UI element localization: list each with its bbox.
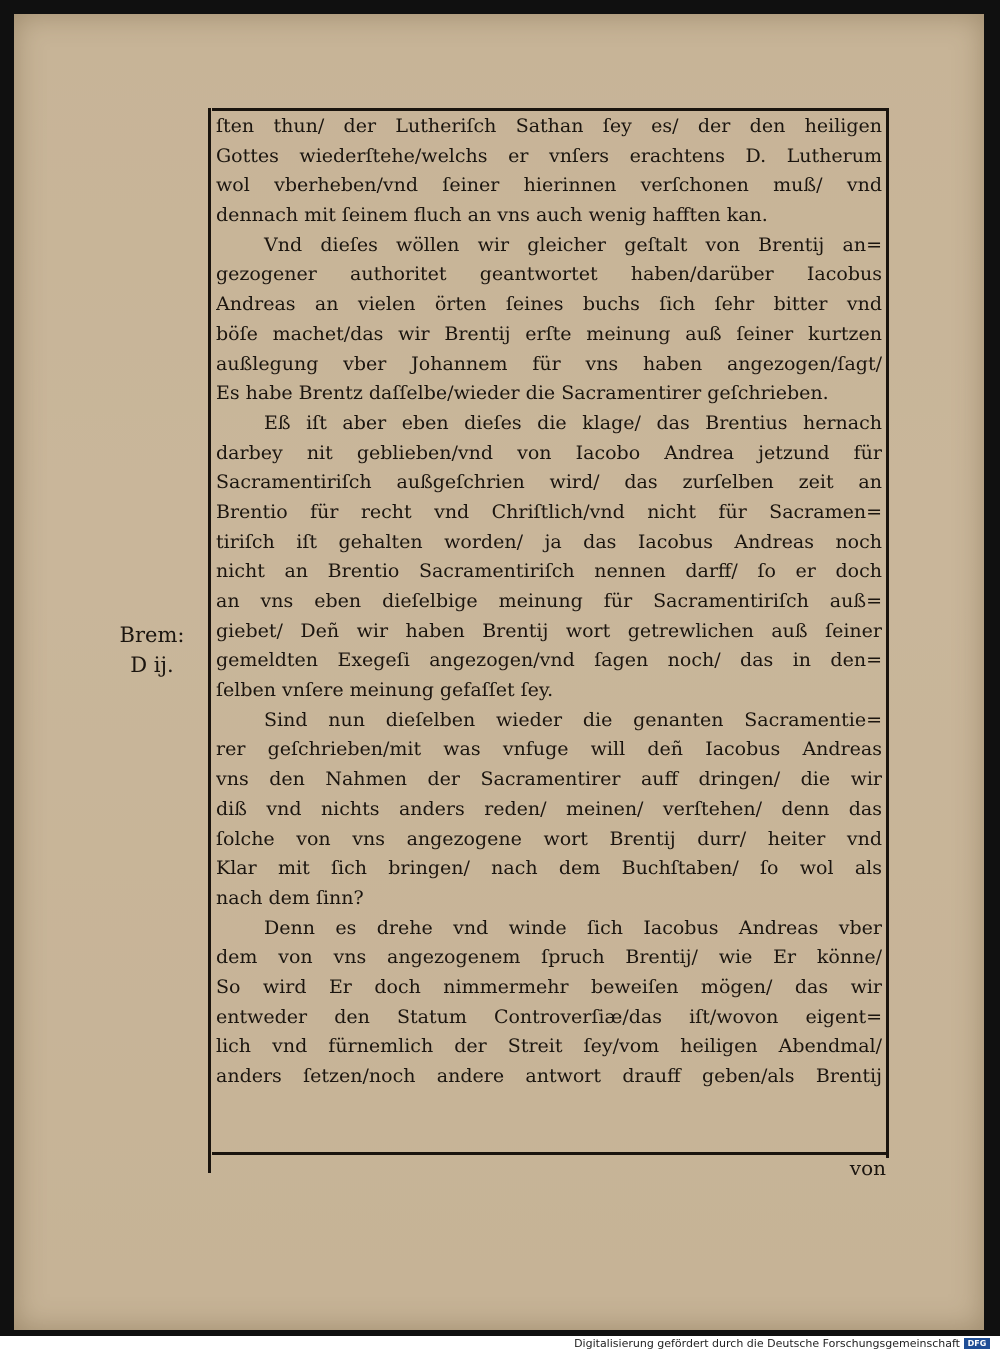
text-line: gezogener authoritet geantwortet haben/darüber Iacobus: [216, 263, 882, 286]
text-line: ſolche von vns angezogene wort Brentij durr/ heiter vnd: [216, 827, 882, 850]
text-line: wol vberheben/vnd ſeiner hierinnen verſchonen muß/ vnd: [216, 174, 882, 197]
text-line: dem von vns angezogenem ſpruch Brentij/ wie Er könne/: [216, 946, 882, 969]
dfg-logo: DFG: [964, 1338, 990, 1349]
margin-note-line: D ij.: [130, 653, 174, 677]
text-line: Eß iſt aber eben dieſes die klage/ das Brentius hernach: [264, 411, 882, 434]
text-line: Sind nun dieſelben wieder die genanten Sacramentie=: [264, 708, 882, 731]
page-text-block: [216, 112, 882, 1148]
text-line: nach dem ſinn?: [216, 886, 364, 909]
text-line: Gottes wiederſtehe/welchs er vnſers erachtens D. Lutherum: [216, 144, 882, 167]
footer-bar: [0, 1336, 1000, 1352]
text-line: diß vnd nichts anders reden/ meinen/ verſtehen/ denn das: [216, 797, 882, 820]
text-line: So wird Er doch nimmermehr beweiſen mögen/ das wir: [216, 975, 882, 998]
text-frame-top-rule: [212, 108, 889, 111]
text-frame-bottom-rule: [212, 1152, 889, 1155]
text-line: Andreas an vielen örten ſeines buchs ſich ſehr bitter vnd: [216, 293, 882, 316]
text-line: nicht an Brentio Sacramentiriſch nennen darff/ ſo er doch: [216, 560, 882, 583]
text-line: tiriſch iſt gehalten worden/ ja das Iacobus Andreas noch: [216, 530, 882, 553]
margin-note: [100, 620, 204, 680]
text-line: an vns eben dieſelbige meinung für Sacramentiriſch auß=: [216, 590, 882, 612]
text-line: Sacramentiriſch außgeſchrien wird/ das zurſelben zeit an: [216, 471, 882, 494]
text-line: Brentio für recht vnd Chriſtlich/vnd nicht für Sacramen=: [216, 500, 882, 523]
text-line: lich vnd fürnemlich der Streit ſey/vom heiligen Abendmal/: [216, 1035, 882, 1058]
text-line: vns den Nahmen der Sacramentirer auff dringen/ die wir: [216, 768, 882, 791]
text-line: gemeldten Exegeſi angezogen/vnd ſagen noch/ das in den=: [216, 649, 882, 672]
margin-note-line: Brem:: [119, 623, 185, 647]
text-line: darbey nit geblieben/vnd von Iacobo Andrea jetzund für: [216, 441, 882, 464]
text-line: entweder den Statum Controverſiæ/das iſt/wovon eigent=: [216, 1005, 882, 1028]
text-line: außlegung vber Johannem für vns haben angezogen/ſagt/: [216, 352, 882, 375]
text-line: Vnd dieſes wöllen wir gleicher geſtalt von Brentij an=: [264, 233, 882, 256]
text-line: ſten thun/ der Lutheriſch Sathan ſey es/ der den heiligen: [216, 115, 882, 137]
text-line: Klar mit ſich bringen/ nach dem Buchſtaben/ ſo wol als: [216, 857, 882, 880]
text-line: dennach mit ſeinem fluch an vns auch wenig hafften kan.: [216, 204, 768, 227]
text-line: giebet/ Deñ wir haben Brentij wort getrewlichen auß ſeiner: [216, 619, 882, 642]
catchword: von: [849, 1156, 886, 1180]
text-line: ſelben vnſere meinung gefaſſet ſey.: [216, 679, 554, 702]
text-line: Denn es drehe vnd winde ſich Iacobus Andreas vber: [264, 916, 882, 939]
text-frame-right-rule: [886, 108, 889, 1158]
text-line: rer geſchrieben/mit was vnfuge will deñ Iacobus Andreas: [216, 738, 882, 761]
text-frame-left-rule: [208, 108, 211, 1173]
text-line: anders ſetzen/noch andere antwort drauff geben/als Brentij: [216, 1065, 882, 1087]
text-line: böſe machet/das wir Brentij erſte meinung auß ſeiner kurtzen: [216, 322, 882, 345]
text-line: Es habe Brentz daſſelbe/wieder die Sacramentirer geſchrieben.: [216, 382, 829, 405]
funding-credit: Digitalisierung gefördert durch die Deutsche Forschungsgemeinschaft: [574, 1337, 960, 1350]
